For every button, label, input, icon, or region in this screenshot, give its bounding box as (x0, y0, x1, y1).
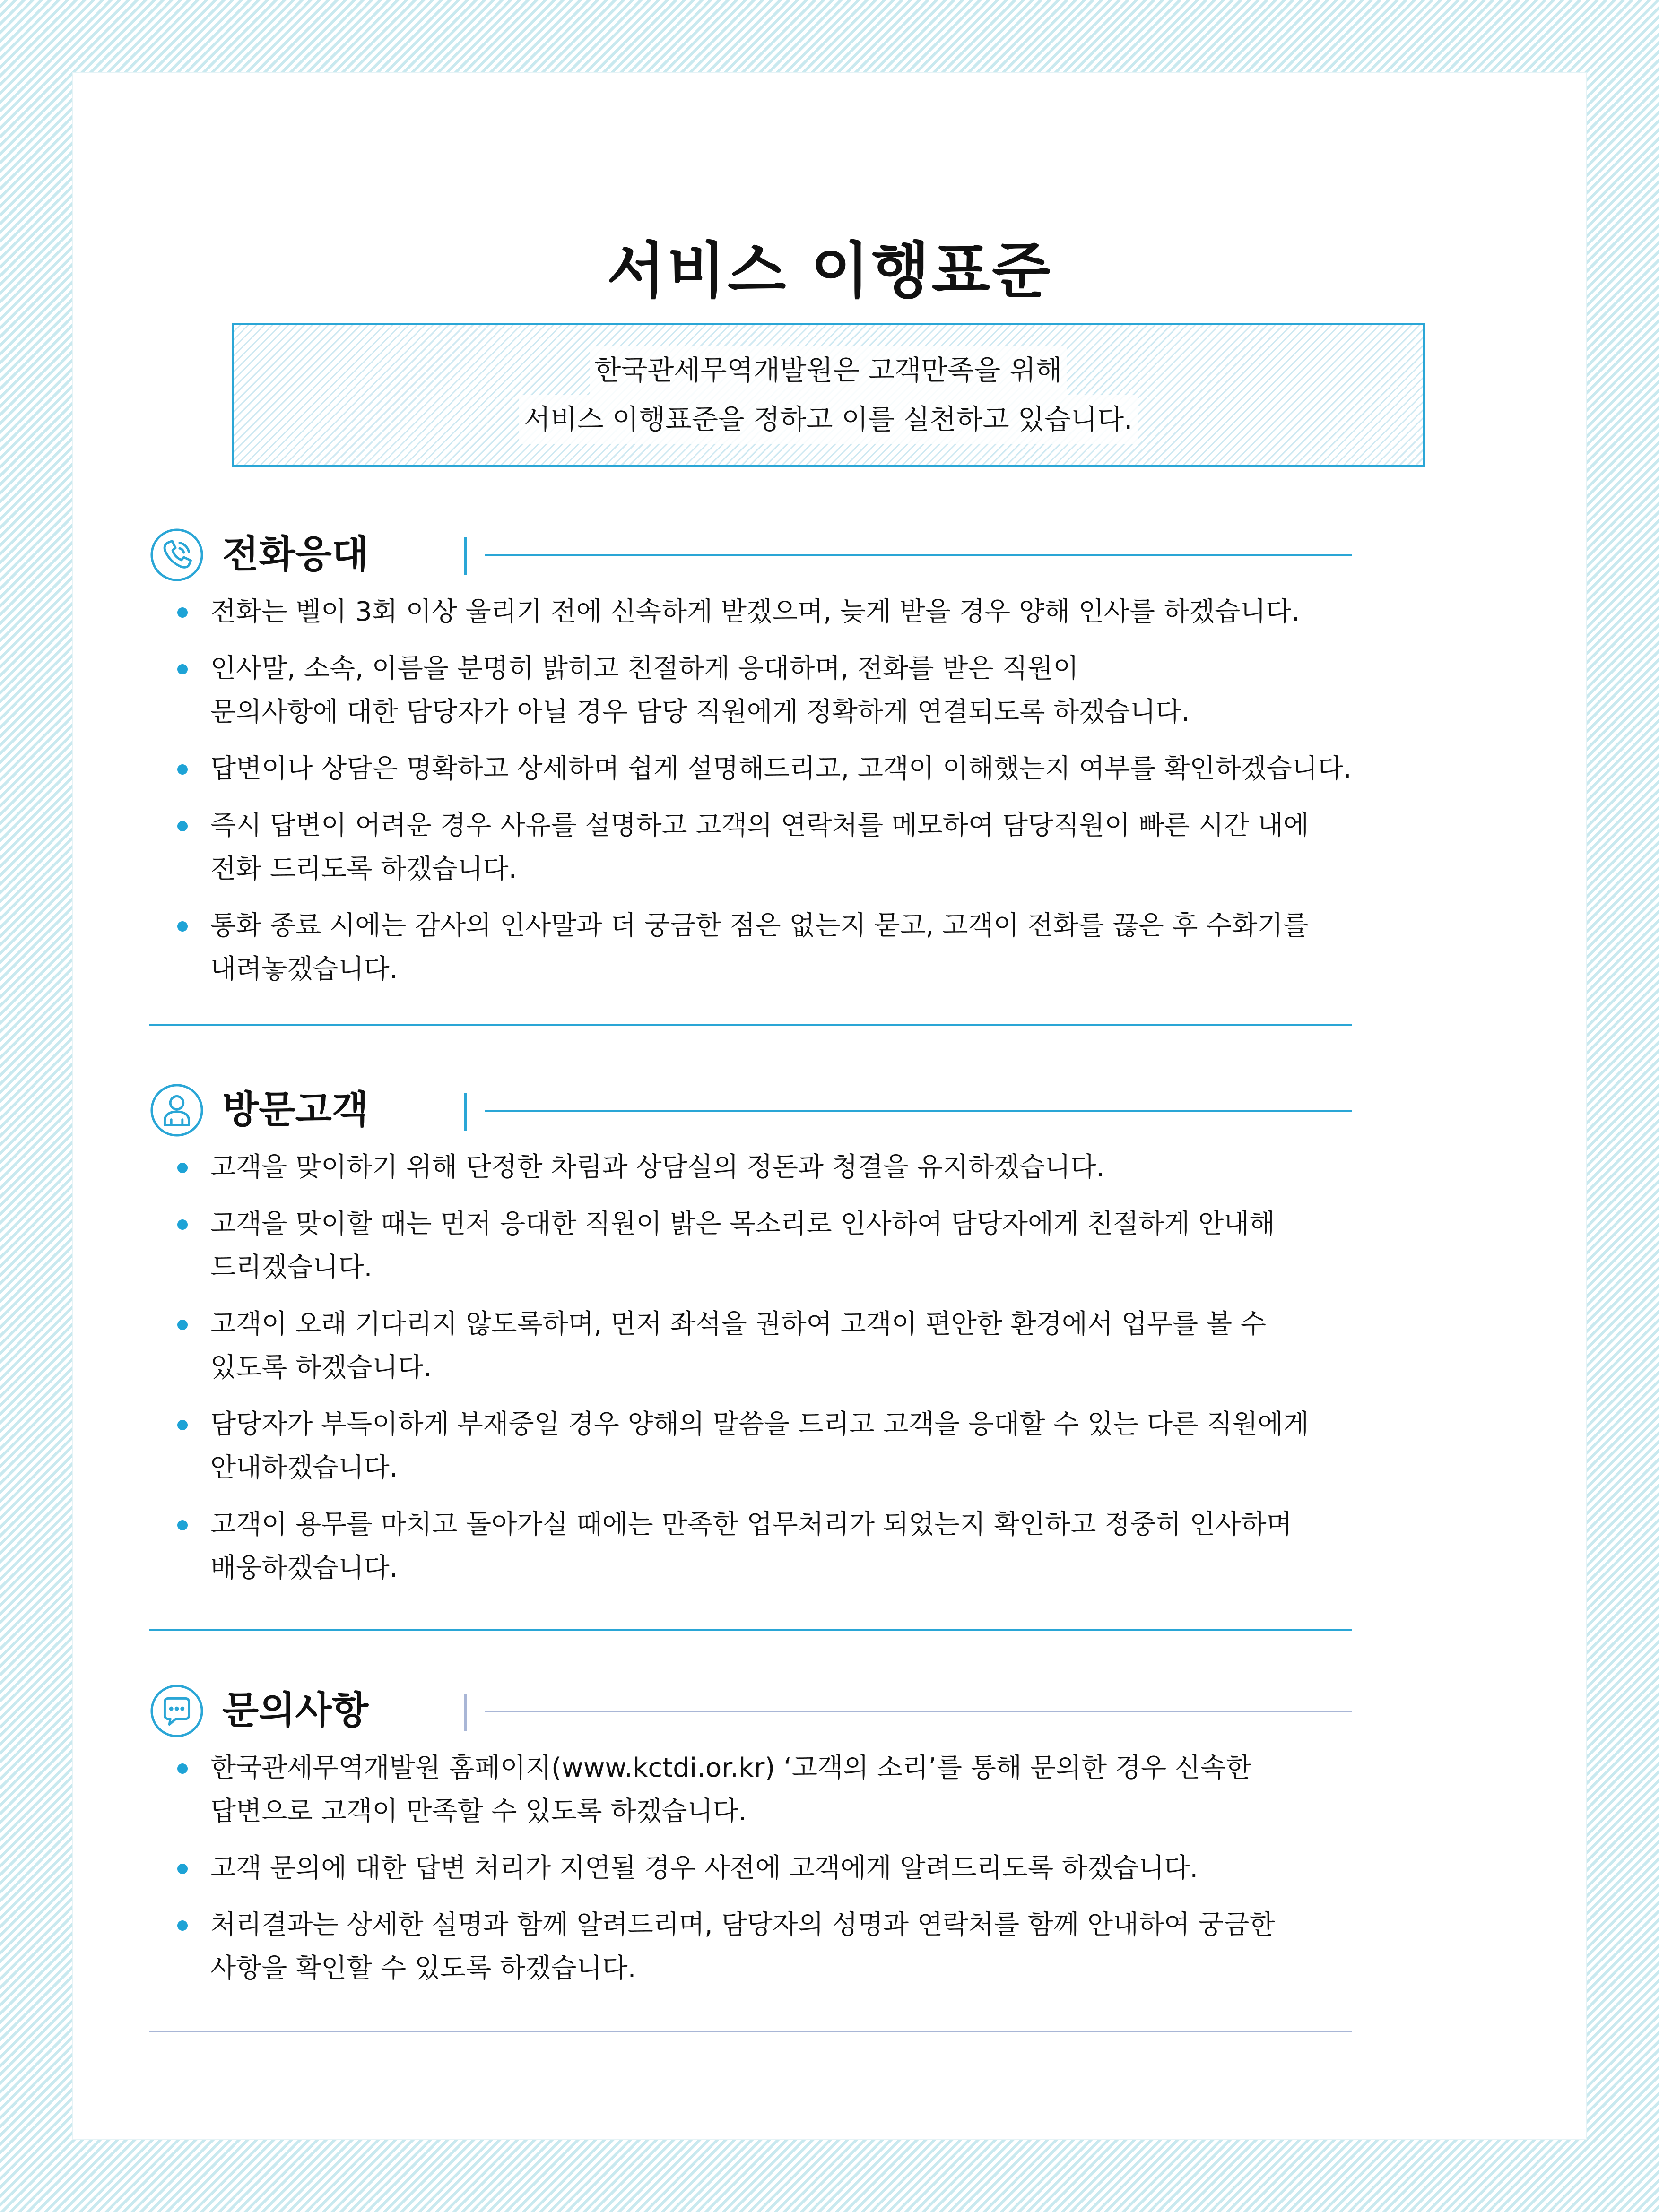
item-text: 답변으로 고객이 만족할 수 있도록 하겠습니다. (210, 1796, 747, 1827)
bullet-list (149, 1746, 1352, 1990)
list-item (149, 1746, 1352, 1833)
bullet-list (149, 590, 1352, 991)
item-text: 고객을 맞이할 때는 먼저 응대한 직원이 밝은 목소리로 인사하여 담당자에게 친절하게 안내해 (210, 1209, 1275, 1239)
section-title-bar (464, 537, 467, 575)
bullet-dot (177, 921, 188, 932)
item-text: 전화는 벨이 3회 이상 울리기 전에 신속하게 받겠으며, 늦게 받을 경우 양해 인사를 하겠습니다. (210, 596, 1300, 627)
list-item (149, 647, 1352, 734)
bullet-dot (177, 1320, 188, 1330)
item-text: 문의사항에 대한 담당자가 아닐 경우 담당 직원에게 정확하게 연결되도록 하겠습니다. (210, 697, 1190, 727)
bullet-list (149, 1146, 1352, 1590)
intro-box (232, 323, 1425, 467)
item-text: 전화 드리도록 하겠습니다. (210, 854, 517, 884)
phone-icon (149, 527, 205, 583)
bullet-dot (177, 821, 188, 831)
bullet-dot (177, 1420, 188, 1430)
section-visitor (149, 1082, 1352, 1590)
bullet-dot (177, 664, 188, 674)
bullet-dot (177, 607, 188, 618)
section-header-rule (485, 1711, 1352, 1712)
item-text: 답변이나 상담은 명확하고 상세하며 쉽게 설명해드리고, 고객이 이해했는지 여부를 확인하겠습니다. (210, 753, 1352, 784)
section-title-bar (464, 1093, 467, 1131)
item-text: 고객이 오래 기다리지 않도록하며, 먼저 좌석을 권하여 고객이 편안한 환경에서 업무를 볼 수 (210, 1309, 1266, 1339)
section-phone (149, 527, 1352, 991)
list-item (149, 1503, 1352, 1590)
bullet-dot (177, 1163, 188, 1173)
list-item (149, 590, 1352, 634)
item-text: 드리겠습니다. (210, 1252, 373, 1283)
item-text: 안내하겠습니다. (210, 1452, 398, 1483)
list-item (149, 1146, 1352, 1189)
item-text: 즉시 답변이 어려운 경우 사유를 설명하고 고객의 연락처를 메모하여 담당직원이 빠른 시간 내에 (210, 810, 1309, 841)
list-item (149, 804, 1352, 891)
item-text: 고객이 용무를 마치고 돌아가실 때에는 만족한 업무처리가 되었는지 확인하고 정중히 인사하며 (210, 1509, 1292, 1540)
section-inquiry (149, 1683, 1352, 1990)
item-text: 내려놓겠습니다. (210, 954, 398, 985)
item-text: 고객 문의에 대한 답변 처리가 지연될 경우 사전에 고객에게 알려드리도록 하겠습니다. (210, 1853, 1199, 1884)
person-icon (149, 1082, 205, 1138)
section-divider (149, 2031, 1352, 2032)
bullet-dot (177, 1920, 188, 1931)
list-item (149, 1202, 1352, 1289)
list-item (149, 747, 1352, 791)
bullet-dot (177, 1520, 188, 1530)
item-text: 한국관세무역개발원 홈페이지(www.kctdi.or.kr) ‘고객의 소리’를 통해 문의한 경우 신속한 (210, 1753, 1252, 1783)
list-item (149, 1403, 1352, 1490)
section-header (149, 527, 1352, 586)
page-title: 서비스 이행표준 (607, 236, 1052, 306)
list-item (149, 904, 1352, 991)
intro-line: 한국관세무역개발원은 고객만족을 위해 (590, 346, 1067, 395)
item-text: 담당자가 부득이하게 부재중일 경우 양해의 말씀을 드리고 고객을 응대할 수 있는 다른 직원에게 (210, 1409, 1309, 1440)
bullet-dot (177, 1864, 188, 1874)
section-header-rule (485, 1110, 1352, 1112)
section-header (149, 1683, 1352, 1742)
item-text: 인사말, 소속, 이름을 분명히 밝히고 친절하게 응대하며, 전화를 받은 직원이 (210, 653, 1079, 684)
item-text: 있도록 하겠습니다. (210, 1352, 432, 1383)
section-divider (149, 1629, 1352, 1631)
section-header-rule (485, 554, 1352, 556)
item-text: 사항을 확인할 수 있도록 하겠습니다. (210, 1953, 636, 1984)
bullet-dot (177, 1763, 188, 1774)
item-text: 고객을 맞이하기 위해 단정한 차림과 상담실의 정돈과 청결을 유지하겠습니다. (210, 1152, 1105, 1183)
section-title: 전화응대 (222, 532, 369, 576)
section-divider (149, 1024, 1352, 1026)
chat-bubble-icon (149, 1683, 205, 1739)
item-text: 통화 종료 시에는 감사의 인사말과 더 궁금한 점은 없는지 묻고, 고객이 전화를 끊은 후 수화기를 (210, 910, 1309, 941)
bullet-dot (177, 764, 188, 775)
item-text: 배웅하겠습니다. (210, 1553, 398, 1583)
list-item (149, 1303, 1352, 1390)
section-header (149, 1082, 1352, 1141)
section-title: 문의사항 (222, 1688, 369, 1732)
list-item (149, 1847, 1352, 1890)
item-text: 처리결과는 상세한 설명과 함께 알려드리며, 담당자의 성명과 연락처를 함께 안내하여 궁금한 (210, 1910, 1275, 1940)
section-title-bar (464, 1694, 467, 1731)
intro-line: 서비스 이행표준을 정하고 이를 실천하고 있습니다. (519, 395, 1137, 444)
section-title: 방문고객 (222, 1088, 369, 1132)
bullet-dot (177, 1219, 188, 1230)
list-item (149, 1903, 1352, 1990)
